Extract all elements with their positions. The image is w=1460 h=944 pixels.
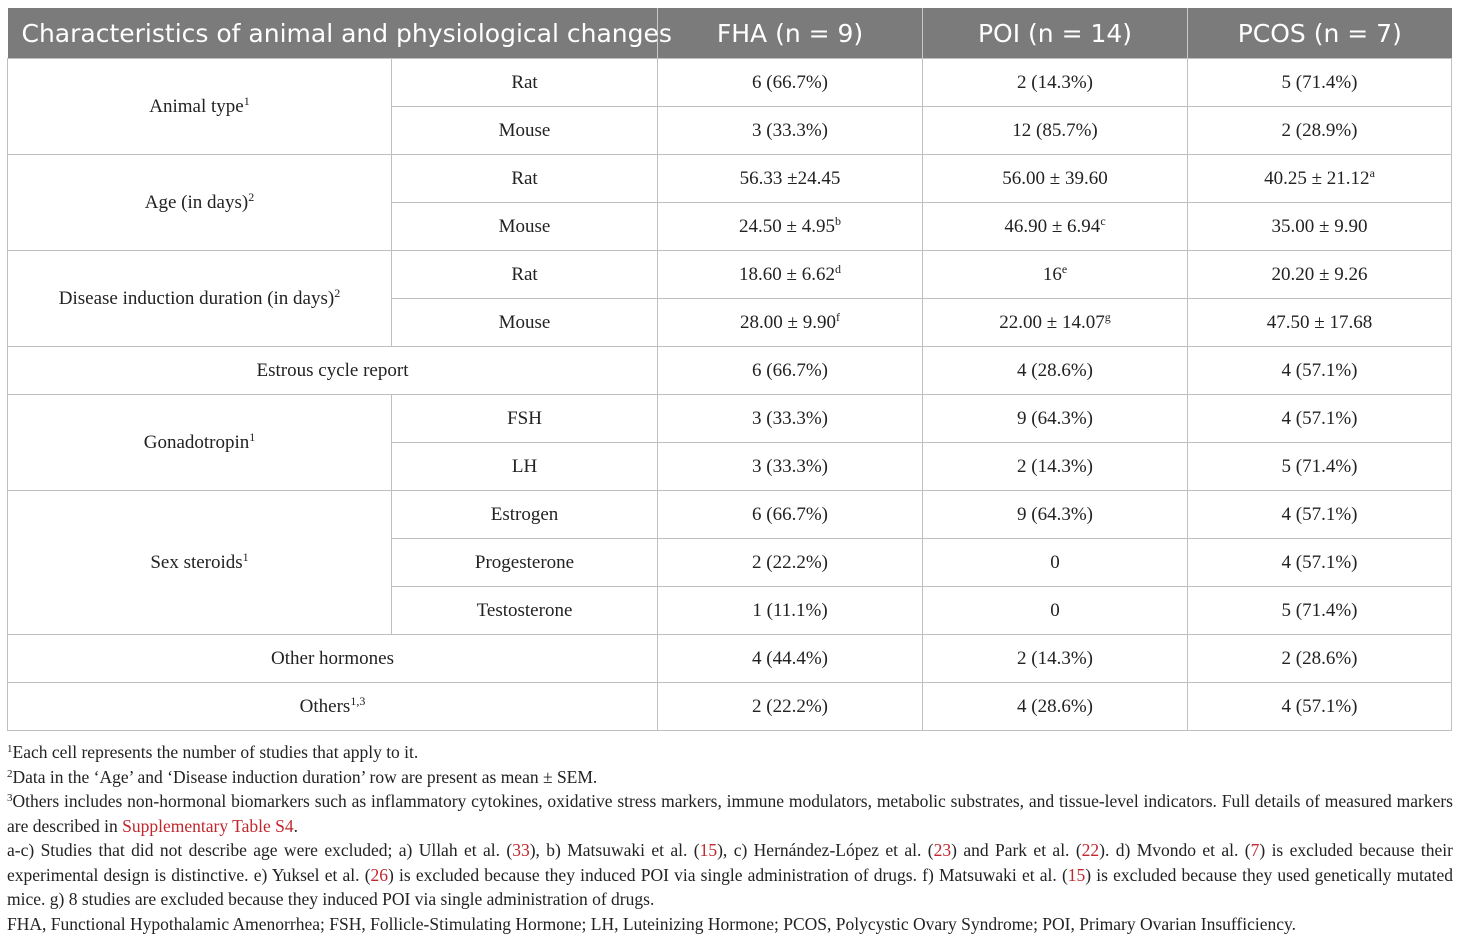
- sub-label: Mouse: [392, 107, 658, 155]
- ref-link[interactable]: 15: [1067, 864, 1086, 885]
- cell-poi: 9 (64.3%): [923, 491, 1188, 539]
- cell-pcos: 4 (57.1%): [1188, 347, 1452, 395]
- sub-label: Mouse: [392, 203, 658, 251]
- cell-poi: 46.90 ± 6.94$^c$: [923, 203, 1188, 251]
- row-label-gonadotropin: Gonadotropin$^1$: [8, 395, 392, 491]
- cell-pcos: 4 (57.1%): [1188, 539, 1452, 587]
- sub-label: Testosterone: [392, 587, 658, 635]
- ref-link[interactable]: 15: [699, 840, 718, 860]
- supplementary-table-link[interactable]: Supplementary Table S4: [122, 815, 294, 836]
- row-label-others: Others$^{1,3}$: [8, 683, 658, 731]
- cell-fha: 28.00 ± 9.90$^f$: [658, 299, 923, 347]
- header-poi: POI (n = 14): [923, 8, 1188, 59]
- cell-fha: 2 (22.2%): [658, 539, 923, 587]
- cell-poi: 0: [923, 539, 1188, 587]
- cell-fha: 2 (22.2%): [658, 683, 923, 731]
- cell-fha: 6 (66.7%): [658, 59, 923, 107]
- cell-pcos: 4 (57.1%): [1188, 395, 1452, 443]
- cell-pcos: 40.25 ± 21.12$^a$: [1188, 155, 1452, 203]
- cell-fha: 6 (66.7%): [658, 491, 923, 539]
- table-row: [8, 59, 1452, 107]
- cell-pcos: 2 (28.9%): [1188, 107, 1452, 155]
- table-row: [8, 491, 1452, 539]
- table-row: [8, 155, 1452, 203]
- cell-poi: 2 (14.3%): [923, 443, 1188, 491]
- table-row: [8, 635, 1452, 683]
- row-label-age: Age (in days)$^2$: [8, 155, 392, 251]
- cell-poi: 56.00 ± 39.60: [923, 155, 1188, 203]
- cell-poi: 2 (14.3%): [923, 635, 1188, 683]
- cell-pcos: 4 (57.1%): [1188, 683, 1452, 731]
- cell-pcos: 47.50 ± 17.68: [1188, 299, 1452, 347]
- cell-fha: 3 (33.3%): [658, 395, 923, 443]
- footnote-3: $^3$Others includes non-hormonal biomarkers such as inflammatory cytokines, oxidative stress markers, immune modulators, metabolic substrates, and tissue-level indicators. Full details of measured markers are described in Supplementary Table S4.: [7, 791, 1453, 836]
- cell-pcos: 5 (71.4%): [1188, 587, 1452, 635]
- footnote-1: $^1$Each cell represents the number of studies that apply to it.: [7, 742, 419, 762]
- cell-fha: 24.50 ± 4.95$^b$: [658, 203, 923, 251]
- cell-poi: 9 (64.3%): [923, 395, 1188, 443]
- cell-fha: 6 (66.7%): [658, 347, 923, 395]
- header-row: [8, 8, 1452, 59]
- cell-fha: 3 (33.3%): [658, 107, 923, 155]
- cell-fha: 18.60 ± 6.62$^d$: [658, 251, 923, 299]
- cell-poi: 2 (14.3%): [923, 59, 1188, 107]
- sub-label: Mouse: [392, 299, 658, 347]
- cell-fha: 56.33 ±24.45: [658, 155, 923, 203]
- header-fha: FHA (n = 9): [658, 8, 923, 59]
- cell-poi: 0: [923, 587, 1188, 635]
- cell-pcos: 2 (28.6%): [1188, 635, 1452, 683]
- cell-pcos: 5 (71.4%): [1188, 443, 1452, 491]
- cell-pcos: 20.20 ± 9.26: [1188, 251, 1452, 299]
- cell-fha: 4 (44.4%): [658, 635, 923, 683]
- sub-label: Rat: [392, 59, 658, 107]
- table-row: [8, 347, 1452, 395]
- results-table: [7, 8, 1452, 731]
- ref-link[interactable]: 22: [1081, 840, 1100, 860]
- cell-pcos: 4 (57.1%): [1188, 491, 1452, 539]
- table-footnotes: [7, 740, 1453, 936]
- results-table-container: [7, 8, 1451, 731]
- cell-fha: 3 (33.3%): [658, 443, 923, 491]
- table-row: [8, 251, 1452, 299]
- sub-label: LH: [392, 443, 658, 491]
- footnote-a-g: a-c) Studies that did not describe age were excluded; a) Ullah et al. (33), b) Matsuwaki et al. (15), c) Hernández-López et al. (23) and Park et al. (22). d) Mvondo et al. (7) is excluded because their experimental design is distinctive. e) Yuksel et al. (26) is excluded because they induced POI via single administration of drugs. f) Matsuwaki et al. (15) is excluded because they used genetically mutated mice. g) 8 studies are excluded because they induced POI via single administration of drugs.: [7, 840, 1453, 909]
- ref-link[interactable]: 26: [370, 864, 389, 885]
- row-label-animal-type: Animal type$^1$: [8, 59, 392, 155]
- cell-fha: 1 (11.1%): [658, 587, 923, 635]
- sub-label: FSH: [392, 395, 658, 443]
- row-label-sex-steroids: Sex steroids$^1$: [8, 491, 392, 635]
- ref-link[interactable]: 33: [512, 840, 530, 860]
- header-pcos: PCOS (n = 7): [1188, 8, 1452, 59]
- cell-poi: 4 (28.6%): [923, 683, 1188, 731]
- sub-label: Rat: [392, 251, 658, 299]
- cell-poi: 4 (28.6%): [923, 347, 1188, 395]
- footnote-abbreviations: FHA, Functional Hypothalamic Amenorrhea; FSH, Follicle-Stimulating Hormone; LH, Luteinizing Hormone; PCOS, Polycystic Ovary Syndrome; POI, Primary Ovarian Insufficiency.: [7, 913, 1296, 934]
- row-label-induction: Disease induction duration (in days)$^2$: [8, 251, 392, 347]
- row-label-estrous: Estrous cycle report: [8, 347, 658, 395]
- ref-link[interactable]: 23: [933, 840, 952, 860]
- table-row: [8, 683, 1452, 731]
- footnote-2: $^2$Data in the ‘Age’ and ‘Disease induction duration’ row are present as mean ± SEM.: [7, 766, 598, 787]
- table-row: [8, 395, 1452, 443]
- ref-link[interactable]: 7: [1250, 840, 1260, 860]
- sub-label: Rat: [392, 155, 658, 203]
- row-label-other-hormones: Other hormones: [8, 635, 658, 683]
- cell-poi: 16e: [923, 251, 1188, 299]
- cell-poi: 12 (85.7%): [923, 107, 1188, 155]
- cell-poi: 22.00 ± 14.07$^g$: [923, 299, 1188, 347]
- sub-label: Progesterone: [392, 539, 658, 587]
- sub-label: Estrogen: [392, 491, 658, 539]
- cell-pcos: 35.00 ± 9.90: [1188, 203, 1452, 251]
- cell-pcos: 5 (71.4%): [1188, 59, 1452, 107]
- header-characteristics: Characteristics of animal and physiological changes: [8, 8, 658, 59]
